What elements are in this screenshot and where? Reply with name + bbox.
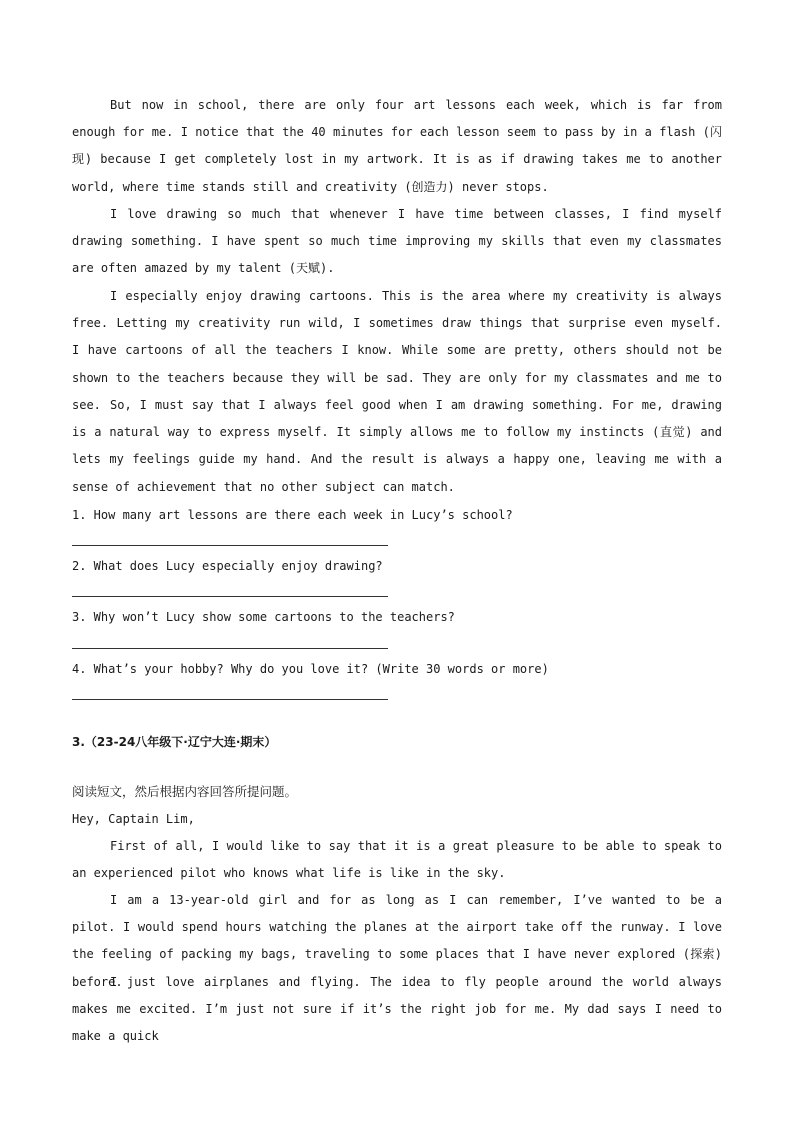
passage-paragraph: I especially enjoy drawing cartoons. This is the area where my creativity is always free. Letting my creativity run wild, I sometimes draw things that surprise even myself. I have cartoons of all the teachers I know. While some are pretty, others should not be shown to the teachers because they will be sad. They are only for my classmates and me to see.	[72, 289, 722, 412]
answer-line[interactable]	[72, 596, 388, 597]
answer-line[interactable]	[72, 648, 388, 649]
letter-paragraph: I am a 13-year-old girl and for as long as I can remember, I’ve wanted to be a pilot. I would spend hours watching the planes at the airport take off the runway. I love the feeling of packing my bags, traveling to some places that I have never explored (探索) before.	[72, 893, 722, 989]
question-text: 2. What does Lucy especially enjoy drawing?	[72, 559, 383, 573]
letter-salutation: Hey, Captain Lim,	[72, 812, 195, 826]
passage-paragraph: But now in school, there are only four art lessons each week, which is far from enough for me. I notice that the 40 minutes for each lesson seem to pass by in a flash (闪现) because I get completely lost in my artwork. It is as if drawing takes me to another world, where time stands still and creativity (创造力) never stops.	[72, 98, 722, 194]
question-text: 1. How many art lessons are there each week in Lucy’s school?	[72, 508, 513, 522]
section-heading: 3.（23-24八年级下·辽宁大连·期末）	[72, 735, 277, 749]
answer-line[interactable]	[72, 545, 388, 546]
answer-line[interactable]	[72, 699, 388, 700]
letter-paragraph: I just love airplanes and flying. The idea to fly people around the world always makes me excited. I’m just not sure if it’s the right job for me. My dad says I need to make a quick	[72, 975, 722, 1044]
letter-paragraph: First of all, I would like to say that it is a great pleasure to be able to speak to an experienced pilot who knows what life is like in the sky.	[72, 839, 722, 881]
question-text: 4. What’s your hobby? Why do you love it? (Write 30 words or more)	[72, 662, 549, 676]
section-instruction: 阅读短文，然后根据内容回答所提问题。	[72, 784, 298, 799]
passage-paragraph: I love drawing so much that whenever I have time between classes, I find myself drawing something. I have spent so much time improving my skills that even my classmates are often amazed by my talent (天赋).	[72, 207, 722, 276]
passage-paragraph: So, I must say that I always feel good when I am drawing something. For me, drawing is a natural way to express myself. It simply allows me to follow my instincts (直觉) and lets my feelings guide my hand. And the result is always a happy one, leaving me with a sense of achievement that no other subject can match.	[72, 398, 722, 494]
question-text: 3. Why won’t Lucy show some cartoons to the teachers?	[72, 610, 455, 624]
